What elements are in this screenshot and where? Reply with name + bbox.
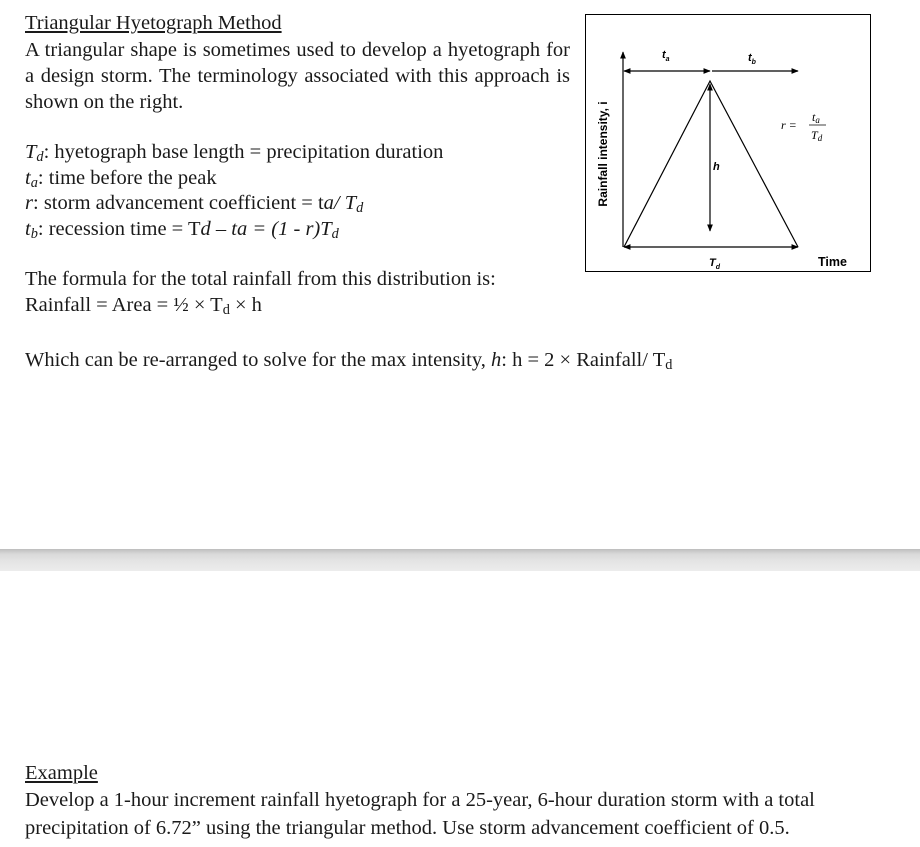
definition-r: r: storm advancement coefficient = ta/ $T_d$: [25, 192, 364, 216]
r-numerator: ta: [812, 110, 820, 125]
hyetograph-figure: [585, 14, 871, 272]
y-axis-label: Rainfall intensity, i: [596, 101, 610, 207]
tb-label: $t_b$: [748, 52, 756, 66]
section-title: Triangular Hyetograph Method: [25, 12, 282, 34]
example-line-2: precipitation of 6.72” using the triangular method. Use storm advancement coefficient of 0.5.: [25, 817, 790, 839]
x-axis-label: Time: [818, 255, 847, 269]
td-label: $T_d$: [709, 257, 721, 271]
ta-label: $t_a$: [662, 49, 670, 63]
example-heading: Example: [25, 762, 98, 784]
intro-paragraph: A triangular shape is sometimes used to develop a hyetograph for a design storm. The terminology associated with this approach is shown on the right.: [25, 39, 570, 113]
example-line-1: Develop a 1-hour increment rainfall hyetograph for a 25-year, 6-hour duration storm with a total: [25, 789, 815, 811]
formula-intro: The formula for the total rainfall from this distribution is:: [25, 268, 496, 290]
formula-rearranged: Which can be re-arranged to solve for the max intensity, h: h = 2 × Rainfall/ $T_d$: [25, 349, 673, 373]
definition-ta: $t_a$: time before the peak: [25, 167, 217, 191]
hyetograph-diagram: [585, 14, 871, 272]
definition-td: $T_d$: hyetograph base length = precipitation duration: [25, 141, 444, 165]
page-divider: [0, 549, 920, 571]
definition-tb: $t_b$: recession time = Td – ta = $(1 - r)T_d$: [25, 218, 339, 242]
r-equals: r =: [781, 118, 797, 132]
h-label: h: [713, 161, 720, 173]
r-denominator: Td: [811, 128, 823, 143]
formula-rainfall: Rainfall = Area = ½ × $T_d \times h$: [25, 294, 262, 318]
figure-border: [586, 15, 871, 272]
